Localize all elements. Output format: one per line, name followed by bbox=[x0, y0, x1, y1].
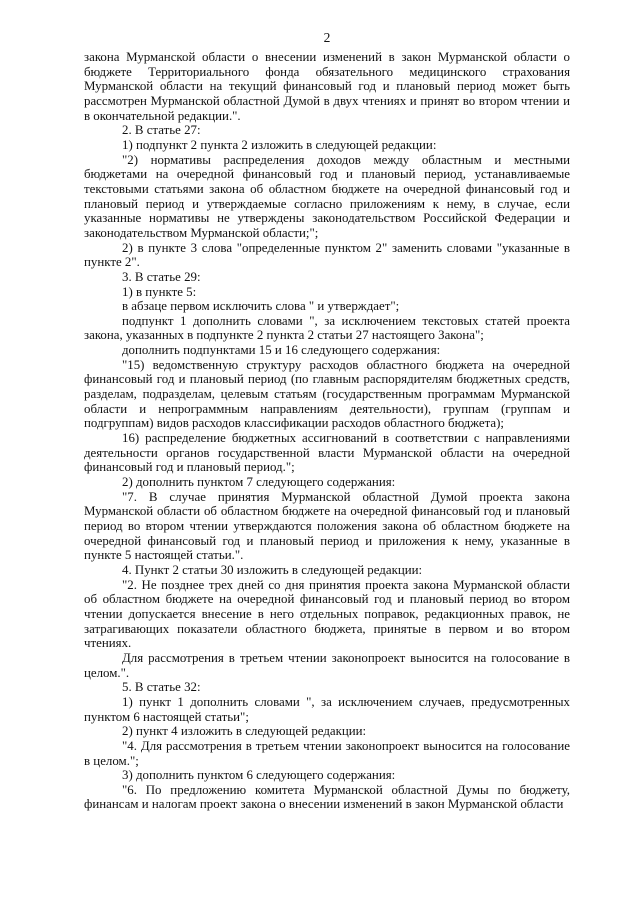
paragraph: "2) нормативы распределения доходов между областным и местными бюджетами на очередной финансовый год и плановый период, устанавливаемые текстовыми статьями закона об областном бюджете на очередной финансовый год и плановый период и утверждаемые согласно приложениям к нему, в случае, если указанные нормативы не утверждены законодательством Российской Федерации и законодательством Мурманской области;"; bbox=[84, 152, 570, 240]
paragraph: закона Мурманской области о внесении изменений в закон Мурманской области о бюджете Территориального фонда обязательного медицинского страхования Мурманской области на текущий финансовый год и плановый период может быть рассмотрен Мурманской областной Думой в двух чтениях и принят во втором чтении и в окончательной редакции.". bbox=[84, 50, 570, 123]
paragraph: Для рассмотрения в третьем чтении законопроект выносится на голосование в целом.". bbox=[84, 650, 570, 680]
paragraph: 16) распределение бюджетных ассигнований в соответствии с направлениями деятельности органов государственной власти Мурманской области на очередной финансовый год и плановый период."; bbox=[84, 431, 570, 475]
paragraph: дополнить подпунктами 15 и 16 следующего содержания: bbox=[122, 343, 441, 358]
paragraph: подпункт 1 дополнить словами ", за исключением текстовых статей проекта закона, указанных в подпункте 2 пункта 2 статьи 27 настоящего Закона"; bbox=[84, 313, 570, 343]
document-body bbox=[84, 50, 570, 812]
paragraph: 2) дополнить пунктом 7 следующего содержания: bbox=[122, 475, 396, 490]
paragraph: "7. В случае принятия Мурманской областной Думой проекта закона Мурманской области об областном бюджете на очередной финансовый год и плановый период во втором чтении утверждаются положения закона об областном бюджете на очередной финансовый год и плановый период и приложения к нему, указанные в пункте 5 настоящей статьи.". bbox=[84, 489, 570, 563]
paragraph: "2. Не позднее трех дней со дня принятия проекта закона Мурманской области об областном бюджете на очередной финансовый год и плановый период во втором чтении допускается внесение в него отдельных поправок, редакционных правок, не затрагивающих показатели областного бюджета, принятые в первом и во втором чтениях. bbox=[84, 577, 570, 651]
paragraph: 2) пункт 4 изложить в следующей редакции: bbox=[122, 724, 367, 739]
paragraph: 2. В статье 27: bbox=[122, 123, 201, 138]
paragraph: "6. По предложению комитета Мурманской областной Думы по бюджету, финансам и налогам проект закона о внесении изменений в закон Мурманской области bbox=[84, 782, 570, 812]
paragraph: 4. Пункт 2 статьи 30 изложить в следующей редакции: bbox=[122, 562, 423, 577]
paragraph: 5. В статье 32: bbox=[122, 680, 201, 695]
paragraph: 1) в пункте 5: bbox=[122, 284, 197, 299]
paragraph: 3) дополнить пунктом 6 следующего содержания: bbox=[122, 768, 396, 783]
paragraph: 1) пункт 1 дополнить словами ", за исключением случаев, предусмотренных пунктом 6 настоящей статьи"; bbox=[84, 694, 570, 724]
page-number: 2 bbox=[323, 30, 331, 45]
paragraph: 1) подпункт 2 пункта 2 изложить в следующей редакции: bbox=[122, 137, 437, 152]
paragraph: 2) в пункте 3 слова "определенные пунктом 2" заменить словами "указанные в пункте 2". bbox=[84, 240, 570, 270]
paragraph: в абзаце первом исключить слова " и утверждает"; bbox=[122, 299, 400, 314]
paragraph: "4. Для рассмотрения в третьем чтении законопроект выносится на голосование в целом."; bbox=[84, 738, 570, 768]
paragraph: "15) ведомственную структуру расходов областного бюджета на очередной финансовый год и плановый период (по главным распорядителям бюджетных средств, разделам, подразделам, целевым статьям (государственным программам Мурманской области и непрограммным направлениям деятельности), группам (группам и подгруппам) видов расходов классификации расходов областного бюджета); bbox=[84, 357, 570, 431]
paragraph: 3. В статье 29: bbox=[122, 269, 201, 284]
